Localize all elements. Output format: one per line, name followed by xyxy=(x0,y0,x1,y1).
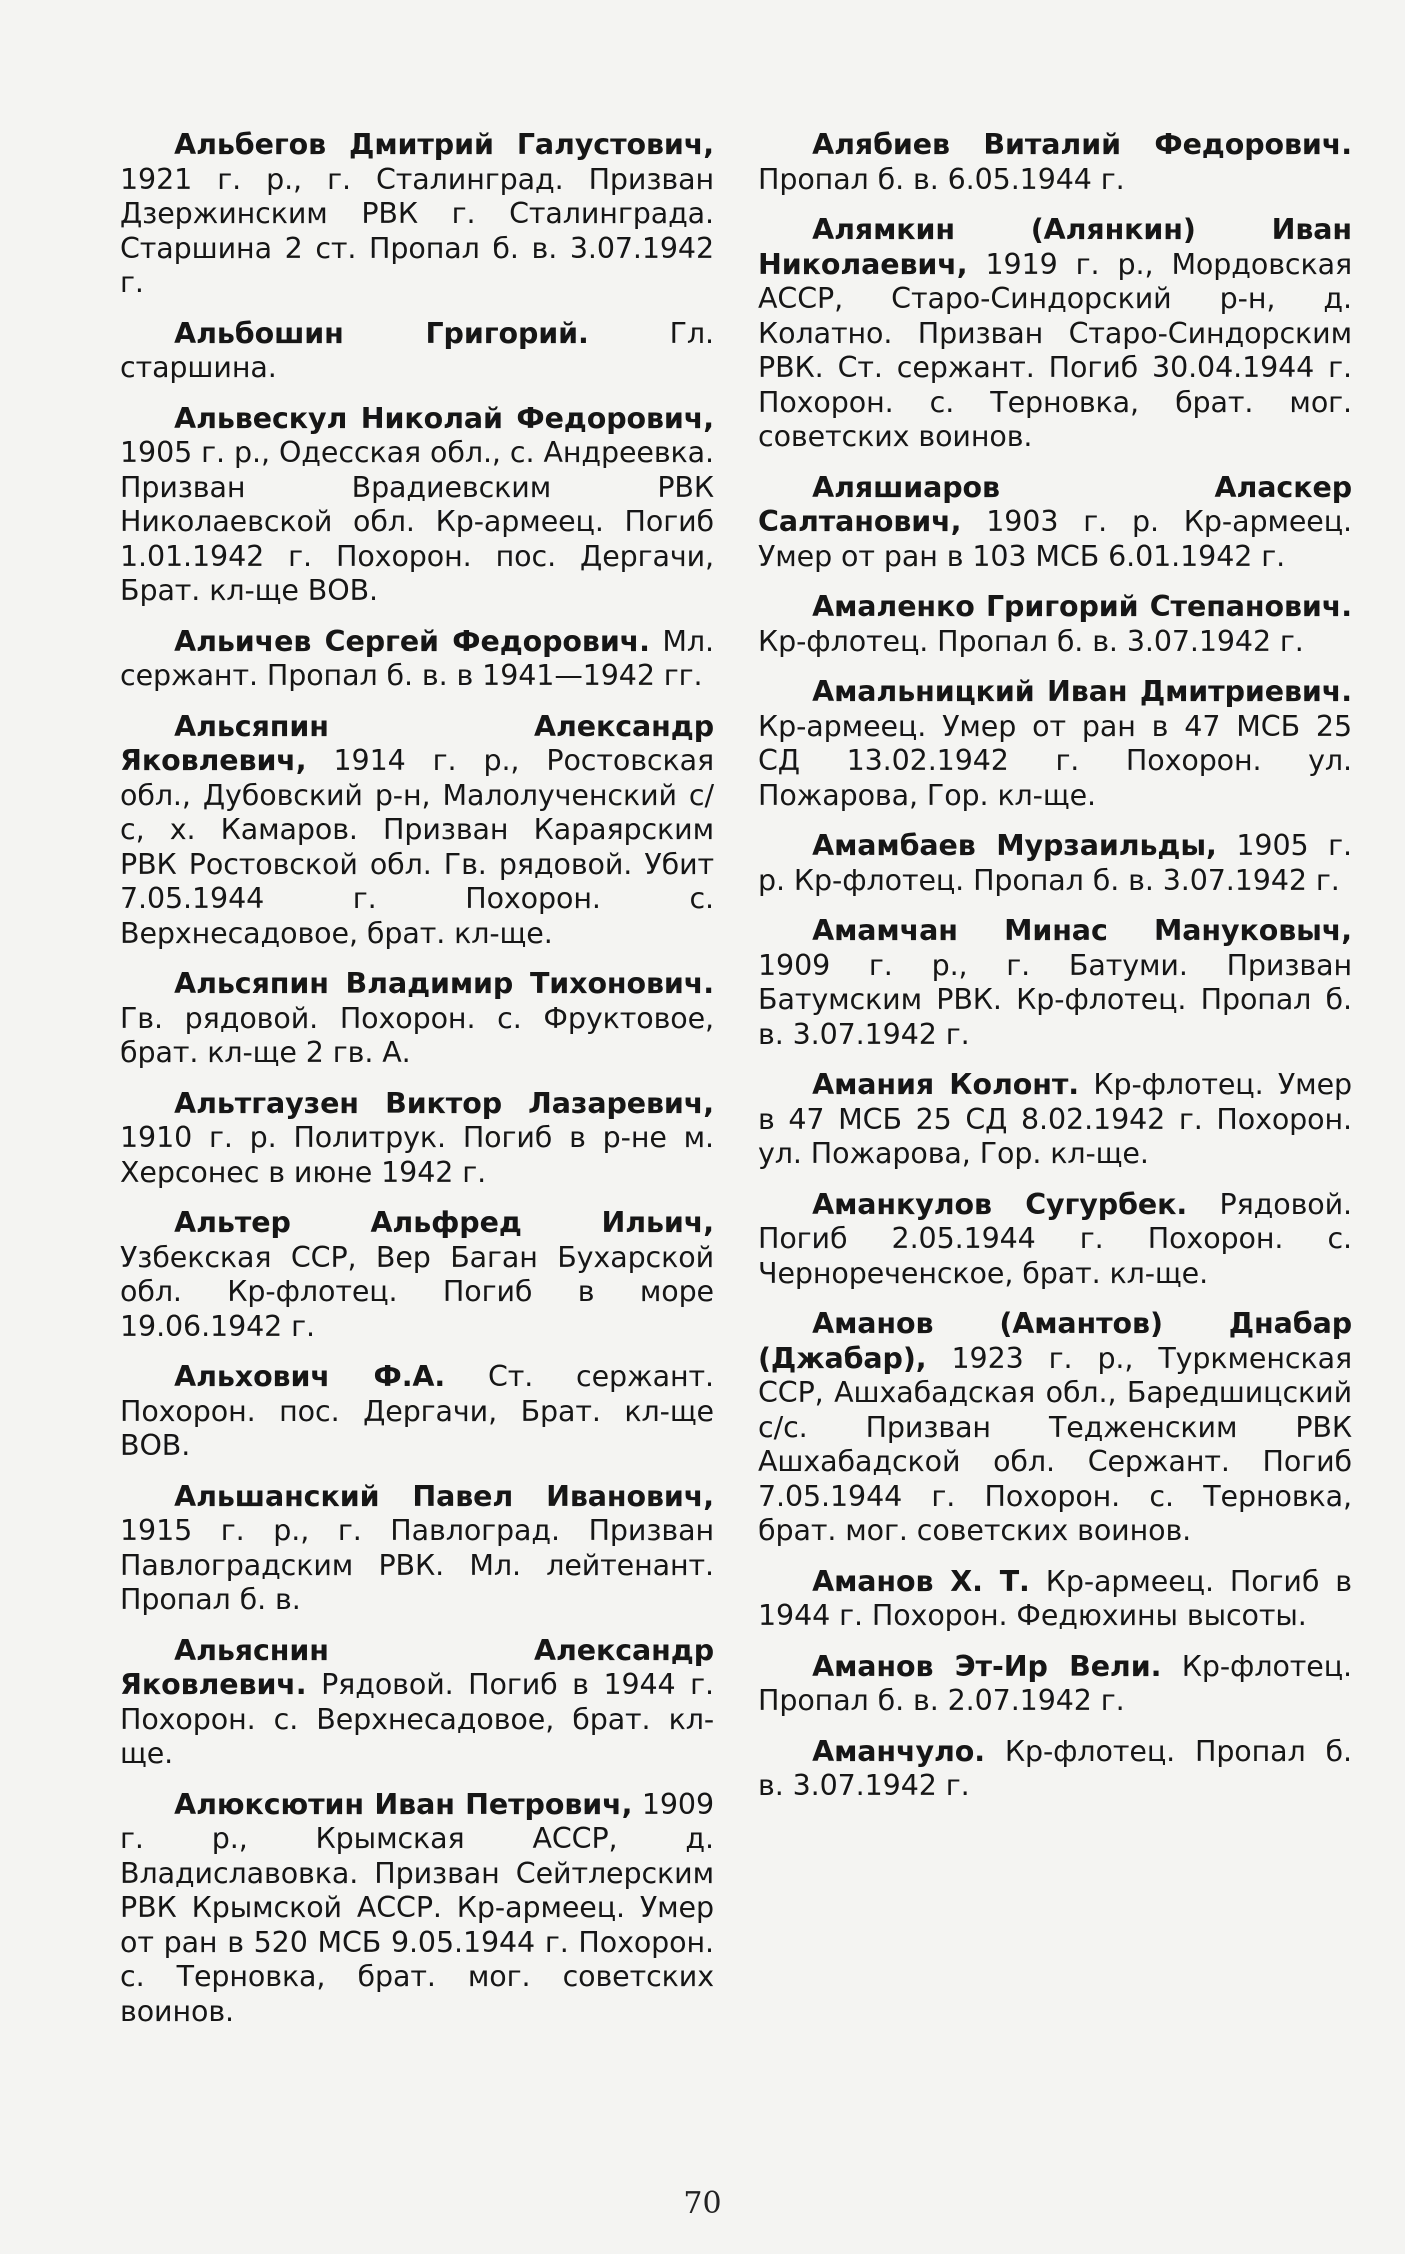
entry xyxy=(120,128,714,301)
entry xyxy=(120,1634,714,1772)
entry-text: Гв. рядовой. Похорон. с. Фруктовое, брат. кл-ще 2 гв. А. xyxy=(120,1001,714,1069)
entry-name: Альхович Ф.А. xyxy=(174,1360,446,1393)
entry-name: Альвескул Николай Федорович, xyxy=(174,401,714,435)
entry xyxy=(120,1480,714,1618)
right-column xyxy=(758,128,1352,1820)
entry-name: Амамчан Минас Мануковыч, xyxy=(812,914,1352,947)
entry-text: 1919 г. р., Мордовская АССР, Старо-Синдорский р-н, д. Колатно. Призван Старо-Синдорским РВК. Ст. сержант. Погиб 30.04.1944 г. Похорон. с. Терновка, брат. мог. советских воинов. xyxy=(758,247,1352,453)
entry xyxy=(758,1188,1352,1292)
left-column xyxy=(120,128,714,2045)
entry-text: Ст. сержант. Похорон. пос. Дергачи, Брат. кл-ще ВОВ. xyxy=(120,1360,714,1462)
entry-name: Аманчуло. xyxy=(812,1734,985,1768)
entry xyxy=(758,1565,1352,1634)
entry-name: Аманов Х. Т. xyxy=(812,1564,1030,1598)
entry-name: Альтгаузен Виктор Лазаревич, xyxy=(174,1086,714,1120)
entry xyxy=(758,914,1352,1052)
entry xyxy=(758,829,1352,898)
entry-text: 1923 г. р., Туркменская ССР, Ашхабадская обл., Баредшицский с/с. Призван Тедженским РВК Ашхабадской обл. Сержант. Погиб 7.05.1944 г. Похорон. с. Терновка, брат. мог. советских воинов. xyxy=(758,1341,1352,1547)
entry-name: Альбошин Григорий. xyxy=(174,316,589,350)
entry xyxy=(758,471,1352,575)
entry xyxy=(758,1307,1352,1549)
entry-text: Кр-флотец. Пропал б. в. 2.07.1942 г. xyxy=(758,1649,1352,1717)
entry xyxy=(120,317,714,386)
entry-name: Альтер Альфред Ильич, xyxy=(174,1206,714,1239)
entry xyxy=(120,1788,714,2030)
page-number: 70 xyxy=(683,2186,722,2221)
entry-text: Кр-флотец. Умер в 47 МСБ 25 СД 8.02.1942 г. Похорон. ул. Пожарова, Гор. кл-ще. xyxy=(758,1068,1352,1170)
entry-text: Узбекская ССР, Вер Баган Бухарской обл. Кр-флотец. Погиб в море 19.06.1942 г. xyxy=(120,1240,714,1343)
entry-name: Алямкин (Алянкин) Иван Николаевич, xyxy=(758,213,1352,281)
entry-name: Альяснин Александр Яковлевич. xyxy=(120,1633,714,1701)
entry-text: 1909 г. р., Крымская АССР, д. Владиславовка. Призван Сейтлерским РВК Крымской АССР. Кр-армеец. Умер от ран в 520 МСБ 9.05.1944 г. Похорон. с. Терновка, брат. мог. советских воинов. xyxy=(120,1787,714,2028)
entry-text: Кр-флотец. Пропал б. в. 3.07.1942 г. xyxy=(758,1734,1352,1802)
entry-text: 1914 г. р., Ростовская обл., Дубовский р-н, Малолученский с/с, х. Камаров. Призван Караярским РВК Ростовской обл. Гв. рядовой. Убит 7.05.1944 г. Похорон. с. Верхнесадовое, брат. кл-ще. xyxy=(120,744,714,950)
entry-text: Кр-армеец. Погиб в 1944 г. Похорон. Федюхины высоты. xyxy=(758,1564,1352,1632)
entry-name: Амамбаев Мурзаильды, xyxy=(812,829,1217,862)
entry xyxy=(120,710,714,952)
entry-text: 1910 г. р. Политрук. Погиб в р-не м. Херсонес в июне 1942 г. xyxy=(120,1121,714,1189)
entry xyxy=(120,625,714,694)
entry xyxy=(120,1206,714,1344)
entry xyxy=(120,402,714,609)
entry-text: Рядовой. Погиб 2.05.1944 г. Похорон. с. Чернореченское, брат. кл-ще. xyxy=(758,1187,1352,1290)
entry-text: 1903 г. р. Кр-армеец. Умер от ран в 103 МСБ 6.01.1942 г. xyxy=(758,505,1352,573)
entry-text: 1905 г. р., Одесская обл., с. Андреевка. Призван Врадиевским РВК Николаевской обл. Кр-армеец. Погиб 1.01.1942 г. Похорон. пос. Дергачи, Брат. кл-ще ВОВ. xyxy=(120,436,714,607)
entry-text: 1921 г. р., г. Сталинград. Призван Дзержинским РВК г. Сталинграда. Старшина 2 ст. Пропал б. в. 3.07.1942 г. xyxy=(120,162,714,299)
entry-name: Аманов (Амантов) Днабар (Джабар), xyxy=(758,1307,1352,1375)
entry-name: Алюксютин Иван Петрович, xyxy=(174,1787,633,1821)
entry-text: 1905 г. р. Кр-флотец. Пропал б. в. 3.07.1942 г. xyxy=(758,829,1352,897)
entry xyxy=(758,1650,1352,1719)
entry-text: Пропал б. в. 6.05.1944 г. xyxy=(758,162,1125,196)
entry-name: Аляшиаров Аласкер Салтанович, xyxy=(758,470,1352,538)
entry-name: Аманов Эт-Ир Вели. xyxy=(812,1649,1162,1683)
entry-name: Амальницкий Иван Дмитриевич. xyxy=(812,675,1352,708)
entry-text: 1915 г. р., г. Павлоград. Призван Павлоградским РВК. Мл. лейтенант. Пропал б. в. xyxy=(120,1514,714,1616)
entry-name: Амания Колонт. xyxy=(812,1068,1079,1101)
entry-name: Амаленко Григорий Степанович. xyxy=(812,590,1352,623)
entry-name: Альсяпин Владимир Тихонович. xyxy=(174,967,714,1000)
entry xyxy=(758,128,1352,197)
entry xyxy=(758,1068,1352,1172)
entry-text: 1909 г. р., г. Батуми. Призван Батумским РВК. Кр-флотец. Пропал б. в. 3.07.1942 г. xyxy=(758,948,1352,1051)
entry-text: Гл. старшина. xyxy=(120,316,714,384)
entry-name: Альшанский Павел Иванович, xyxy=(174,1479,714,1513)
entry xyxy=(758,1735,1352,1804)
entry xyxy=(120,1360,714,1464)
entry xyxy=(758,675,1352,813)
entry-name: Альсяпин Александр Яковлевич, xyxy=(120,709,714,777)
entry-text: Мл. сержант. Пропал б. в. в 1941—1942 гг. xyxy=(120,624,714,692)
entry-name: Альичев Сергей Федорович. xyxy=(174,624,650,658)
entry xyxy=(758,590,1352,659)
entry-text: Кр-армеец. Умер от ран в 47 МСБ 25 СД 13.02.1942 г. Похорон. ул. Пожарова, Гор. кл-ще. xyxy=(758,709,1352,812)
entry-text: Рядовой. Погиб в 1944 г. Похорон. с. Верхнесадовое, брат. кл-ще. xyxy=(120,1668,714,1770)
entry-name: Альбегов Дмитрий Галустович, xyxy=(174,128,714,161)
entry xyxy=(758,213,1352,455)
entry xyxy=(120,1087,714,1191)
entry-name: Аманкулов Сугурбек. xyxy=(812,1187,1188,1221)
entry xyxy=(120,967,714,1071)
entry-text: Кр-флотец. Пропал б. в. 3.07.1942 г. xyxy=(758,624,1304,658)
entry-name: Алябиев Виталий Федорович. xyxy=(812,128,1352,161)
